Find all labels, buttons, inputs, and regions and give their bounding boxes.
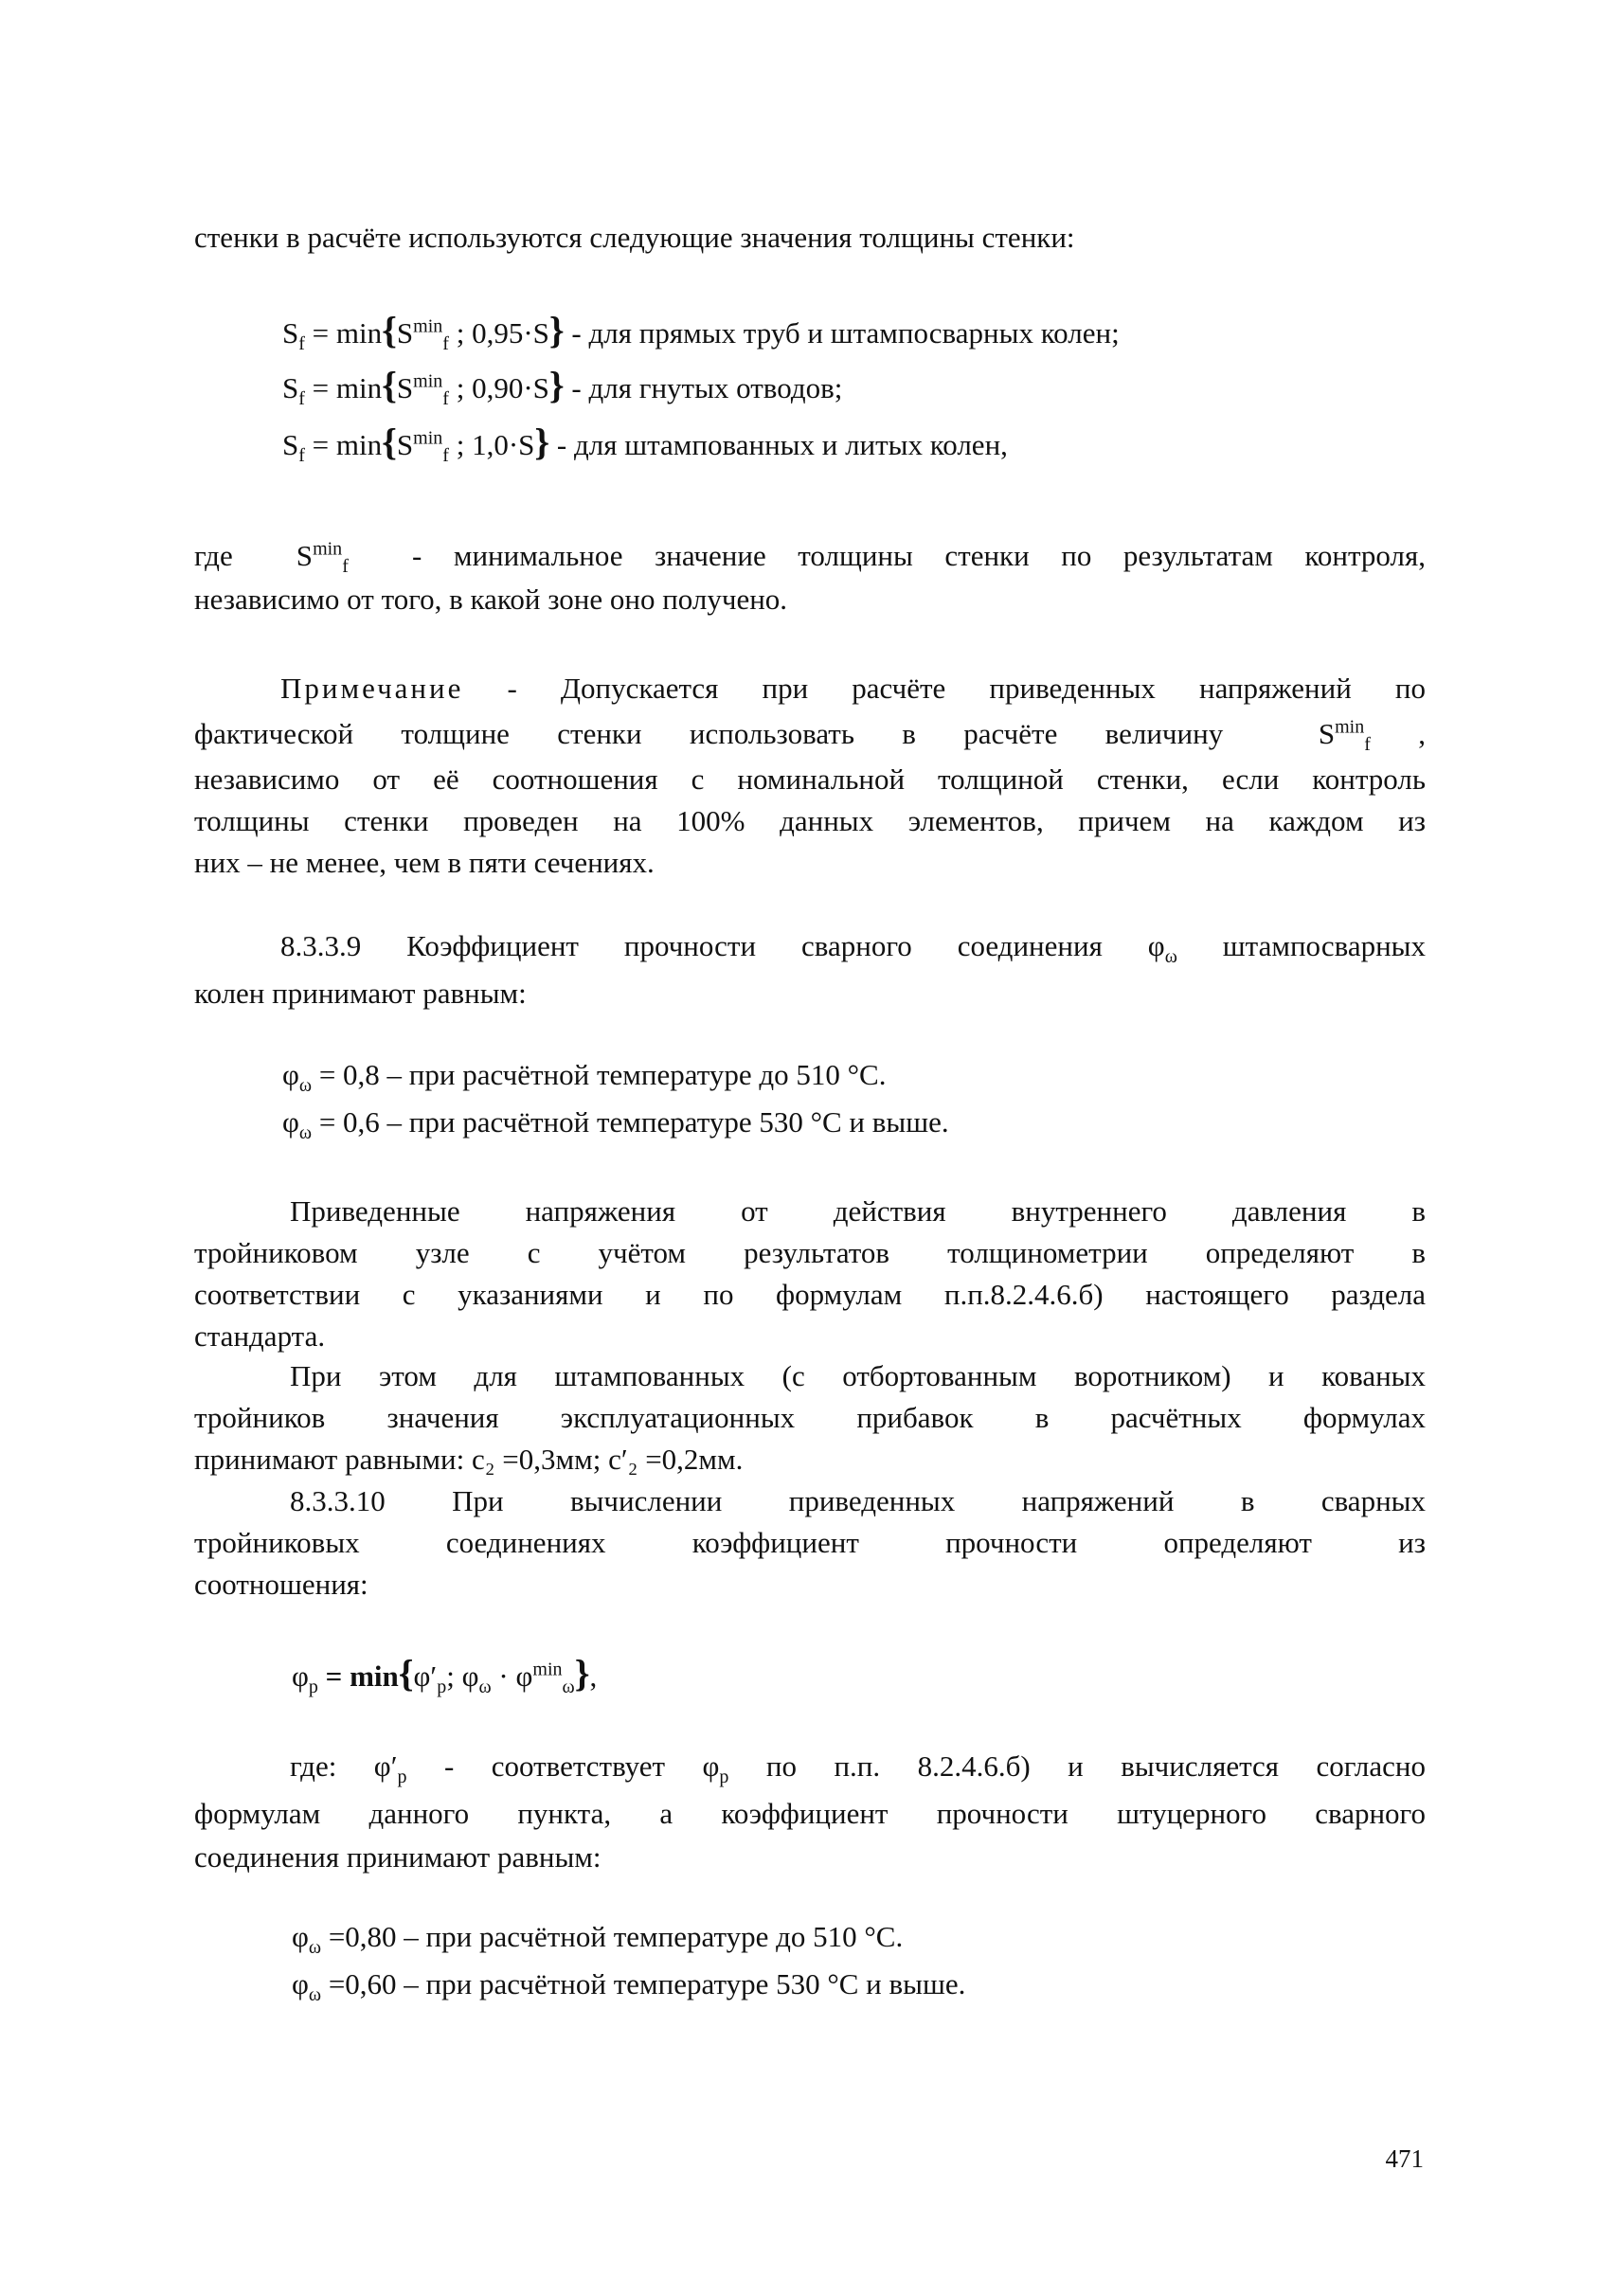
s8339-line-1: 8.3.3.9 Коэффициент прочности сварного соединения $\varphi_\omega$ штампосварных: [280, 929, 1426, 968]
formula-sf-2: $S_f = \min\{S^{min}_f$ ; 0,90·S} - для гнутых отводов;: [282, 364, 843, 410]
where-phi-line-2: формулам данного пункта, а коэффициент прочности штуцерного сварного: [194, 1797, 1426, 1830]
tee-line-1: Приведенные напряжения от действия внутреннего давления в: [290, 1194, 1426, 1228]
tee-line-3: соответствии с указаниями и по формулам п.п.8.2.4.6.б) настоящего раздела: [194, 1278, 1426, 1311]
where-phi-line-1: где: $\varphi'_p$ - соответствует $\varphi_p$ по п.п. 8.2.4.6.б) и вычисляется согласно: [290, 1749, 1426, 1788]
stamp-line-1: При этом для штампованных (с отбортованным воротником) и кованых: [290, 1359, 1426, 1392]
note-line-5: них – не менее, чем в пяти сечениях.: [194, 846, 655, 879]
where-sfmin-line2: независимо от того, в какой зоне оно получено.: [194, 583, 788, 616]
note-line-4: толщины стенки проведен на 100% данных элементов, причем на каждом из: [194, 804, 1426, 837]
s83310-line-3: соотношения:: [194, 1568, 368, 1601]
phi-value-080: $\varphi_\omega =0,80$ – при расчётной температуре до 510 °С.: [292, 1920, 904, 1959]
s83310-line-1: 8.3.3.10 При вычислении приведенных напряжений в сварных: [290, 1484, 1426, 1517]
phi-value-060: $\varphi_\omega =0,60$ – при расчётной температуре 530 °С и выше.: [292, 1967, 966, 2006]
page-number: 471: [1385, 2144, 1424, 2173]
where-phi-line-3: соединения принимают равным:: [194, 1840, 602, 1874]
formula-sf-1: $S_f = \min\{S^{min}_f$ ; 0,95·S} - для прямых труб и штампосварных колен;: [282, 309, 1120, 355]
note-line-3: независимо от её соотношения с номинальной толщиной стенки, если контроль: [194, 762, 1426, 796]
tee-line-2: тройниковом узле с учётом результатов толщинометрии определяют в: [194, 1236, 1426, 1269]
intro-line: стенки в расчёте используются следующие значения толщины стенки:: [194, 221, 1075, 254]
formula-sf-3: $S_f = \min\{S^{min}_f$ ; 1,0·S} - для штампованных и литых колен,: [282, 421, 1008, 467]
phi-value-08: $\varphi_\omega = 0,8$ – при расчётной температуре до 510 °С.: [282, 1058, 887, 1097]
note-line-2: фактической толщине стенки использовать в расчёте величину $S^{min}_f$ ,: [194, 716, 1427, 756]
phi-value-06: $\varphi_\omega = 0,6$ – при расчётной температуре 530 °С и выше.: [282, 1105, 949, 1144]
s83310-line-2: тройниковых соединениях коэффициент прочности определяют из: [194, 1526, 1426, 1559]
s8339-line-2: колен принимают равным:: [194, 977, 527, 1010]
stamp-line-3: принимают равными: с₂ =0,3мм; с′₂ =0,2мм.: [194, 1443, 744, 1476]
where-sfmin-line: где $S^{min}_f$ - минимальное значение толщины стенки по результатам контроля,: [194, 538, 1426, 578]
tee-line-4: стандарта.: [194, 1319, 326, 1353]
formula-phi-p: $\varphi_p = \min\{\varphi'_p$; $\varphi_\omega \cdot \varphi^{min}_\omega$},: [292, 1652, 598, 1698]
stamp-line-2: тройников значения эксплуатационных прибавок в расчётных формулах: [194, 1401, 1426, 1434]
note-line-1: Примечание - Допускается при расчёте приведенных напряжений по: [280, 672, 1426, 705]
